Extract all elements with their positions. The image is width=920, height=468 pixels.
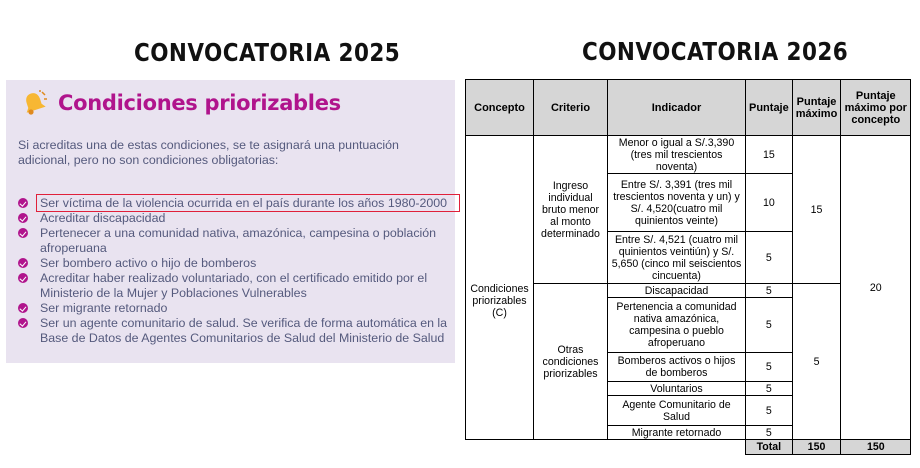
cell-max-concepto: 20 (841, 136, 911, 440)
cell-puntaje: 15 (746, 136, 793, 174)
table-total-row (466, 440, 911, 455)
cell-indicador: Entre S/. 4,521 (cuatro mil quinientos veintiún) y S/. 5,650 (cinco mil seiscientos cincuenta) (608, 232, 746, 284)
cell-puntaje: 5 (746, 232, 793, 284)
cell-indicador: Migrante retornado (608, 426, 746, 440)
check-circle-icon (18, 228, 28, 238)
cell-indicador: Bomberos activos o hijos de bomberos (608, 353, 746, 382)
list-item: Ser migrante retornado (18, 301, 450, 316)
cell-concepto: Condiciones priorizables (C) (466, 136, 534, 440)
conditions-list (18, 196, 450, 346)
scoring-table (465, 79, 911, 455)
cell-indicador: Menor o igual a S/.3,390 (tres mil trescientos noventa) (608, 136, 746, 174)
cell-criterio-ingreso: Ingreso individual bruto menor al monto determinado (534, 136, 608, 284)
header-puntaje: Puntaje (746, 80, 793, 136)
panel-title: Condiciones priorizables (58, 91, 341, 115)
table-header-row (466, 80, 911, 136)
cell-puntaje: 5 (746, 382, 793, 396)
cell-total-max: 150 (792, 440, 841, 455)
list-item: Ser víctima de la violencia ocurrida en el país durante los años 1980-2000 (18, 196, 450, 211)
list-item: Acreditar discapacidad (18, 211, 450, 226)
cell-criterio-otras: Otras condiciones priorizables (534, 284, 608, 440)
cell-total-label: Total (746, 440, 793, 455)
list-item: Ser bombero activo o hijo de bomberos (18, 256, 450, 271)
check-circle-icon (18, 303, 28, 313)
table-row (466, 136, 911, 174)
cell-puntaje: 5 (746, 284, 793, 298)
panel-header (20, 88, 341, 118)
cell-indicador: Entre S/. 3,391 (tres mil trescientos noventa y un) y S/. 4,520(cuatro mil quinientos veinte) (608, 174, 746, 232)
cell-puntaje: 10 (746, 174, 793, 232)
check-circle-icon (18, 213, 28, 223)
header-indicador: Indicador (608, 80, 746, 136)
header-puntaje-maximo-concepto: Puntaje máximo por concepto (841, 80, 911, 136)
cell-puntaje: 5 (746, 298, 793, 353)
cell-max-otras: 5 (792, 284, 841, 440)
check-circle-icon (18, 318, 28, 328)
cell-puntaje: 5 (746, 396, 793, 426)
cell-puntaje: 5 (746, 353, 793, 382)
header-criterio: Criterio (534, 80, 608, 136)
cell-indicador: Voluntarios (608, 382, 746, 396)
header-puntaje-maximo: Puntaje máximo (792, 80, 841, 136)
cell-indicador: Agente Comunitario de Salud (608, 396, 746, 426)
intro-text: Si acreditas una de estas condiciones, se te asignará una puntuación adicional, pero no son condiciones obligatorias: (18, 138, 399, 167)
cell-indicador: Pertenencia a comunidad nativa amazónica, campesina o pueblo afroperuano (608, 298, 746, 353)
check-circle-icon (18, 258, 28, 268)
header-concepto: Concepto (466, 80, 534, 136)
list-item: Acreditar haber realizado voluntariado, con el certificado emitido por el Ministerio de la Mujer y Poblaciones Vulnerables (18, 271, 450, 301)
list-item: Pertenecer a una comunidad nativa, amazónica, campesina o población afroperuana (18, 226, 450, 256)
cell-total-concepto: 150 (841, 440, 911, 455)
list-item: Ser un agente comunitario de salud. Se verifica de forma automática en la Base de Datos de Agentes Comunitarios de Salud del Ministerio de Salud (18, 316, 450, 346)
priority-conditions-panel (6, 80, 455, 363)
check-circle-icon (18, 198, 28, 208)
bell-icon (20, 89, 48, 117)
cell-max-ingreso: 15 (792, 136, 841, 284)
heading-2025: CONVOCATORIA 2025 (134, 38, 401, 67)
cell-indicador: Discapacidad (608, 284, 746, 298)
cell-puntaje: 5 (746, 426, 793, 440)
highlight-box (36, 194, 460, 212)
heading-2026: CONVOCATORIA 2026 (582, 37, 849, 66)
check-circle-icon (18, 273, 28, 283)
